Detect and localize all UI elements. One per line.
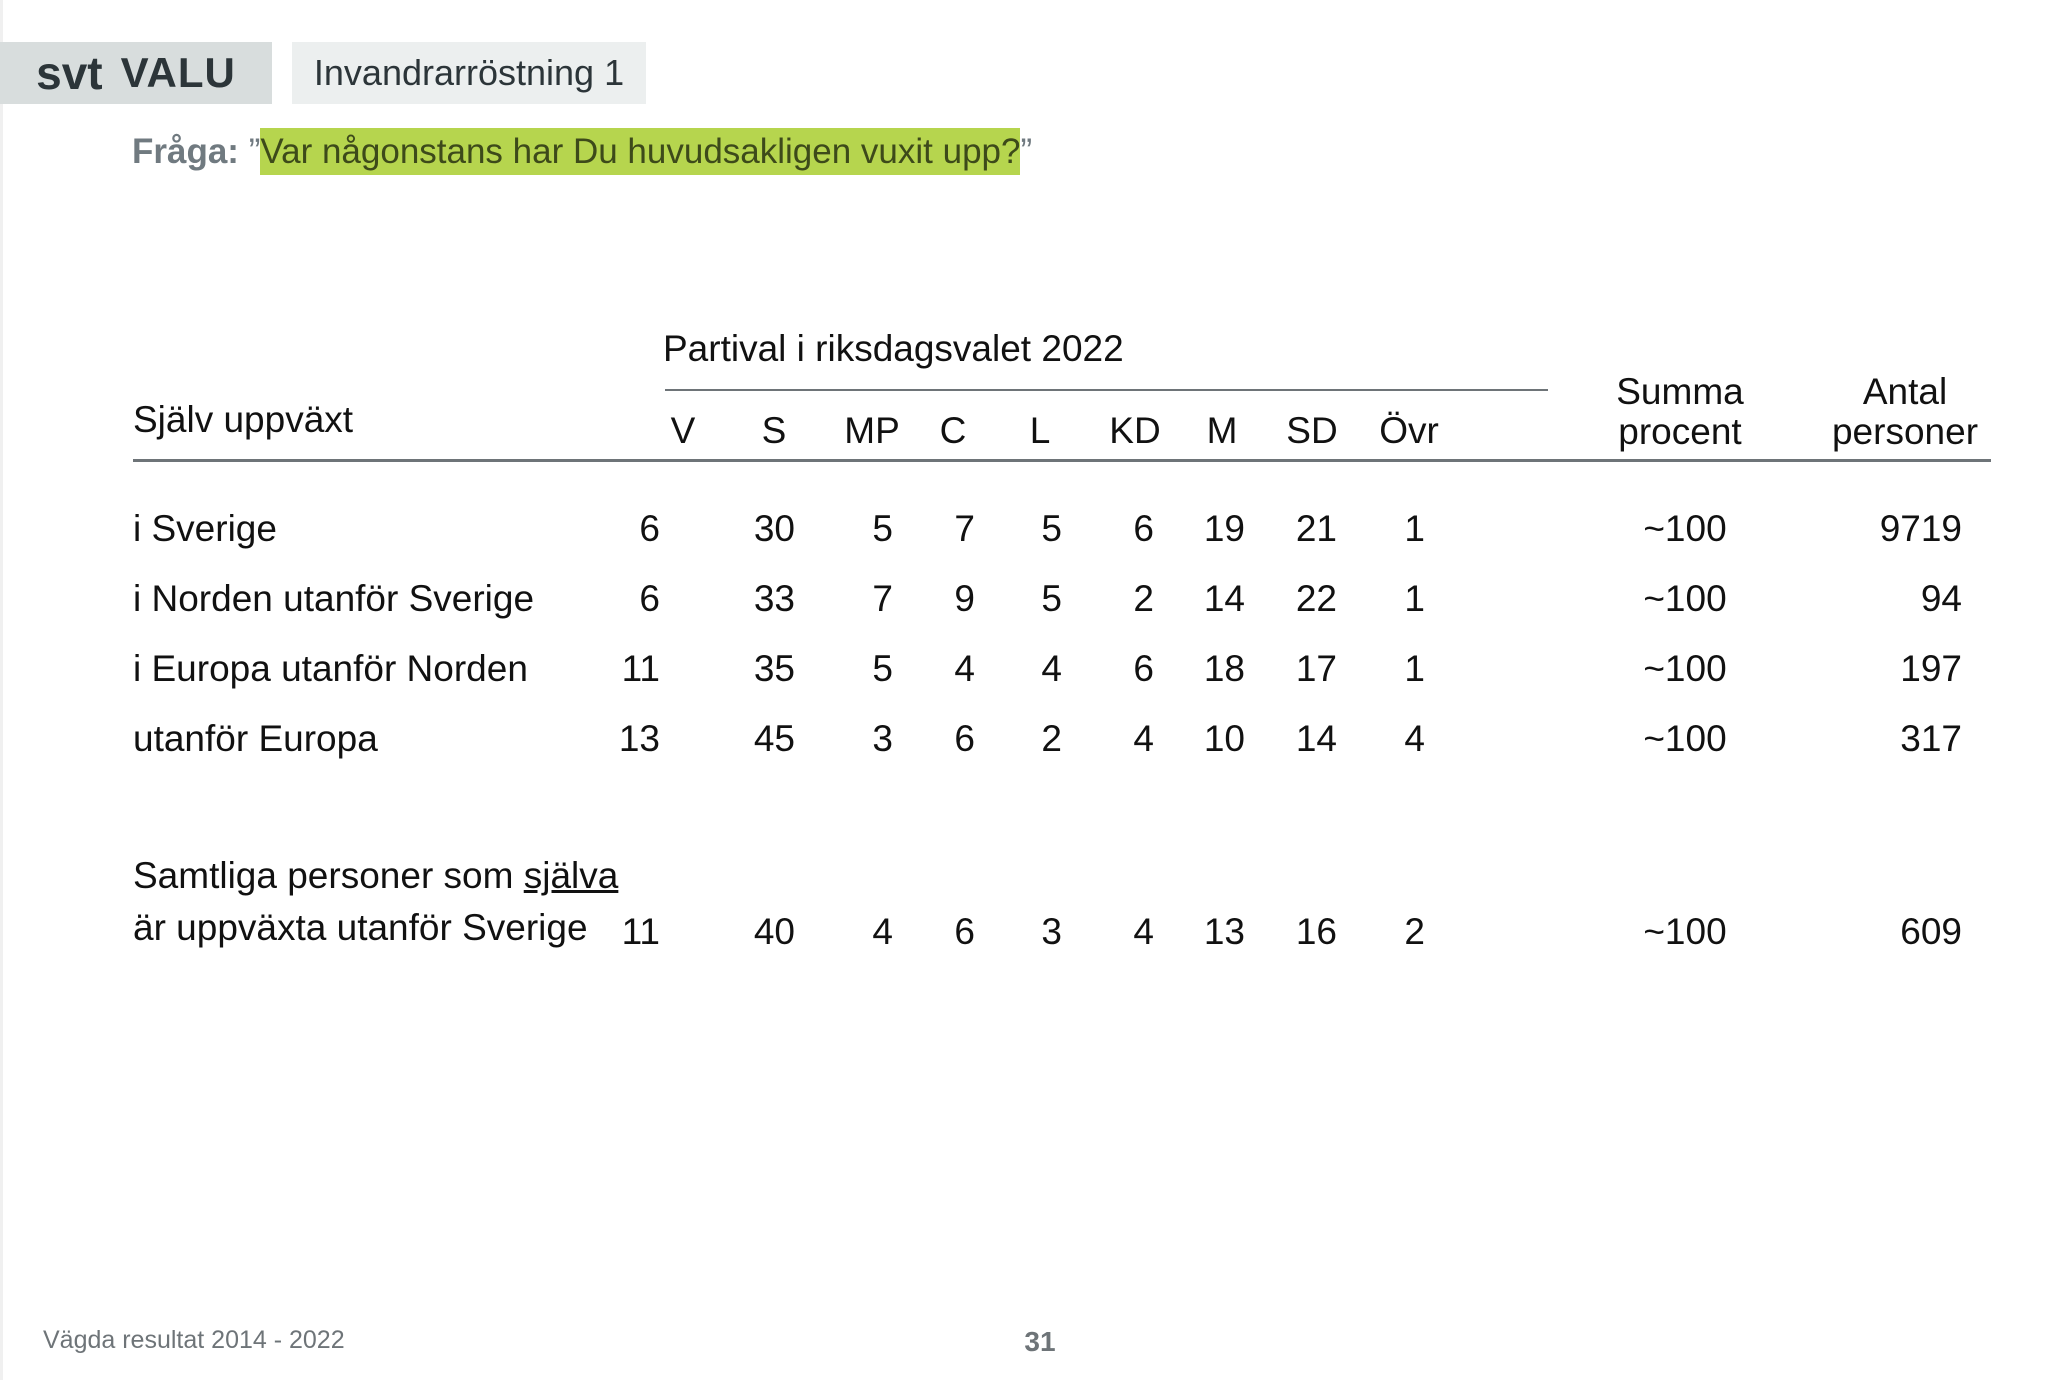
- row-2-value-6: 2: [1133, 578, 1154, 619]
- svt-wordmark: svt: [36, 47, 103, 99]
- sum-header-line2: procent: [1618, 411, 1742, 452]
- row-1-value-6: 6: [1133, 508, 1154, 549]
- count-header-line1: Antal: [1862, 371, 1948, 412]
- total-value-9: 2: [1404, 911, 1425, 952]
- section-tag: Invandrarröstning 1: [292, 42, 646, 104]
- row-3-sum: ~100: [1643, 648, 1727, 689]
- row-2-value-8: 22: [1295, 578, 1337, 619]
- row-2-value-9: 1: [1404, 578, 1425, 619]
- total-value-4: 6: [954, 911, 975, 952]
- row-3-value-8: 17: [1295, 648, 1337, 689]
- row-4-value-3: 3: [872, 718, 893, 759]
- question-text: Var någonstans har Du huvudsakligen vuxit upp?: [260, 128, 1020, 175]
- row-3-value-4: 4: [954, 648, 975, 689]
- row-4-value-4: 6: [954, 718, 975, 759]
- total-label-line2: är uppväxta utanför Sverige: [133, 907, 588, 948]
- row-3-value-3: 5: [872, 648, 893, 689]
- question-label: Fråga:: [132, 132, 239, 171]
- row-2-value-3: 7: [872, 578, 893, 619]
- sum-column-header: [1600, 372, 1760, 452]
- row-1-value-2: 30: [753, 508, 795, 549]
- column-header-2: S: [761, 410, 787, 451]
- row-2-value-2: 33: [753, 578, 795, 619]
- total-label-underlined: själva: [523, 855, 619, 896]
- column-header-9: Övr: [1379, 410, 1439, 451]
- row-1-count: 9719: [1879, 508, 1962, 549]
- row-3-count: 197: [1900, 648, 1962, 689]
- column-header-6: KD: [1109, 410, 1161, 451]
- row-label: i Europa utanför Norden: [133, 648, 528, 689]
- row-4-value-5: 2: [1041, 718, 1062, 759]
- row-2-count: 94: [1920, 578, 1962, 619]
- row-header: Själv uppväxt: [133, 399, 354, 440]
- row-label: i Norden utanför Sverige: [133, 578, 535, 619]
- open-quote: ”: [248, 132, 261, 171]
- row-4-value-7: 10: [1203, 718, 1245, 759]
- page-number: 31: [1024, 1326, 1056, 1357]
- footer-source: Vägda resultat 2014 - 2022: [43, 1326, 345, 1354]
- row-4-value-6: 4: [1133, 718, 1154, 759]
- row-2-value-4: 9: [954, 578, 975, 619]
- column-header-8: SD: [1286, 410, 1338, 451]
- row-4-sum: ~100: [1643, 718, 1727, 759]
- row-3-value-9: 1: [1404, 648, 1425, 689]
- row-3-value-1: 11: [621, 648, 660, 689]
- page-edge: [0, 0, 3, 1380]
- row-label: utanför Europa: [133, 718, 378, 759]
- svt-valu-logo: [0, 42, 272, 104]
- question: [132, 132, 1032, 172]
- count-header-line2: personer: [1831, 411, 1979, 452]
- column-header-5: L: [1029, 410, 1051, 451]
- total-value-7: 13: [1203, 911, 1245, 952]
- row-1-value-3: 5: [872, 508, 893, 549]
- row-2-value-1: 6: [639, 578, 660, 619]
- row-3-value-5: 4: [1041, 648, 1062, 689]
- total-value-1: 11: [621, 911, 660, 952]
- row-2-sum: ~100: [1643, 578, 1727, 619]
- row-1-value-9: 1: [1404, 508, 1425, 549]
- row-4-count: 317: [1900, 718, 1962, 759]
- total-sum: ~100: [1643, 911, 1727, 952]
- row-4-value-9: 4: [1404, 718, 1425, 759]
- row-1-value-4: 7: [954, 508, 975, 549]
- column-header-7: M: [1206, 410, 1238, 451]
- row-4-value-2: 45: [753, 718, 795, 759]
- total-value-8: 16: [1295, 911, 1337, 952]
- row-3-value-2: 35: [753, 648, 795, 689]
- column-header-4: C: [939, 410, 967, 451]
- total-count: 609: [1900, 911, 1962, 952]
- close-quote: ”: [1020, 132, 1033, 171]
- total-label-line1: Samtliga personer som: [133, 855, 514, 896]
- total-value-3: 4: [872, 911, 893, 952]
- column-header-1: V: [670, 410, 696, 451]
- row-4-value-1: 13: [618, 718, 660, 759]
- column-header-3: MP: [844, 410, 900, 451]
- total-value-5: 3: [1041, 911, 1062, 952]
- row-1-value-1: 6: [639, 508, 660, 549]
- total-value-2: 40: [753, 911, 795, 952]
- row-1-value-5: 5: [1041, 508, 1062, 549]
- row-1-value-7: 19: [1203, 508, 1245, 549]
- row-1-value-8: 21: [1295, 508, 1337, 549]
- row-1-sum: ~100: [1643, 508, 1727, 549]
- row-3-value-6: 6: [1133, 648, 1154, 689]
- valu-wordmark: VALU: [120, 49, 236, 96]
- row-4-value-8: 14: [1295, 718, 1337, 759]
- header-rule: [133, 459, 1991, 462]
- count-column-header: [1815, 372, 1995, 452]
- party-group-rule: [665, 389, 1548, 391]
- total-value-6: 4: [1133, 911, 1154, 952]
- row-label: i Sverige: [133, 508, 277, 549]
- row-2-value-5: 5: [1041, 578, 1062, 619]
- party-group-header: Partival i riksdagsvalet 2022: [663, 328, 1124, 369]
- row-2-value-7: 14: [1203, 578, 1245, 619]
- row-3-value-7: 18: [1203, 648, 1245, 689]
- sum-header-line1: Summa: [1616, 371, 1744, 412]
- total-row-label: [133, 850, 618, 954]
